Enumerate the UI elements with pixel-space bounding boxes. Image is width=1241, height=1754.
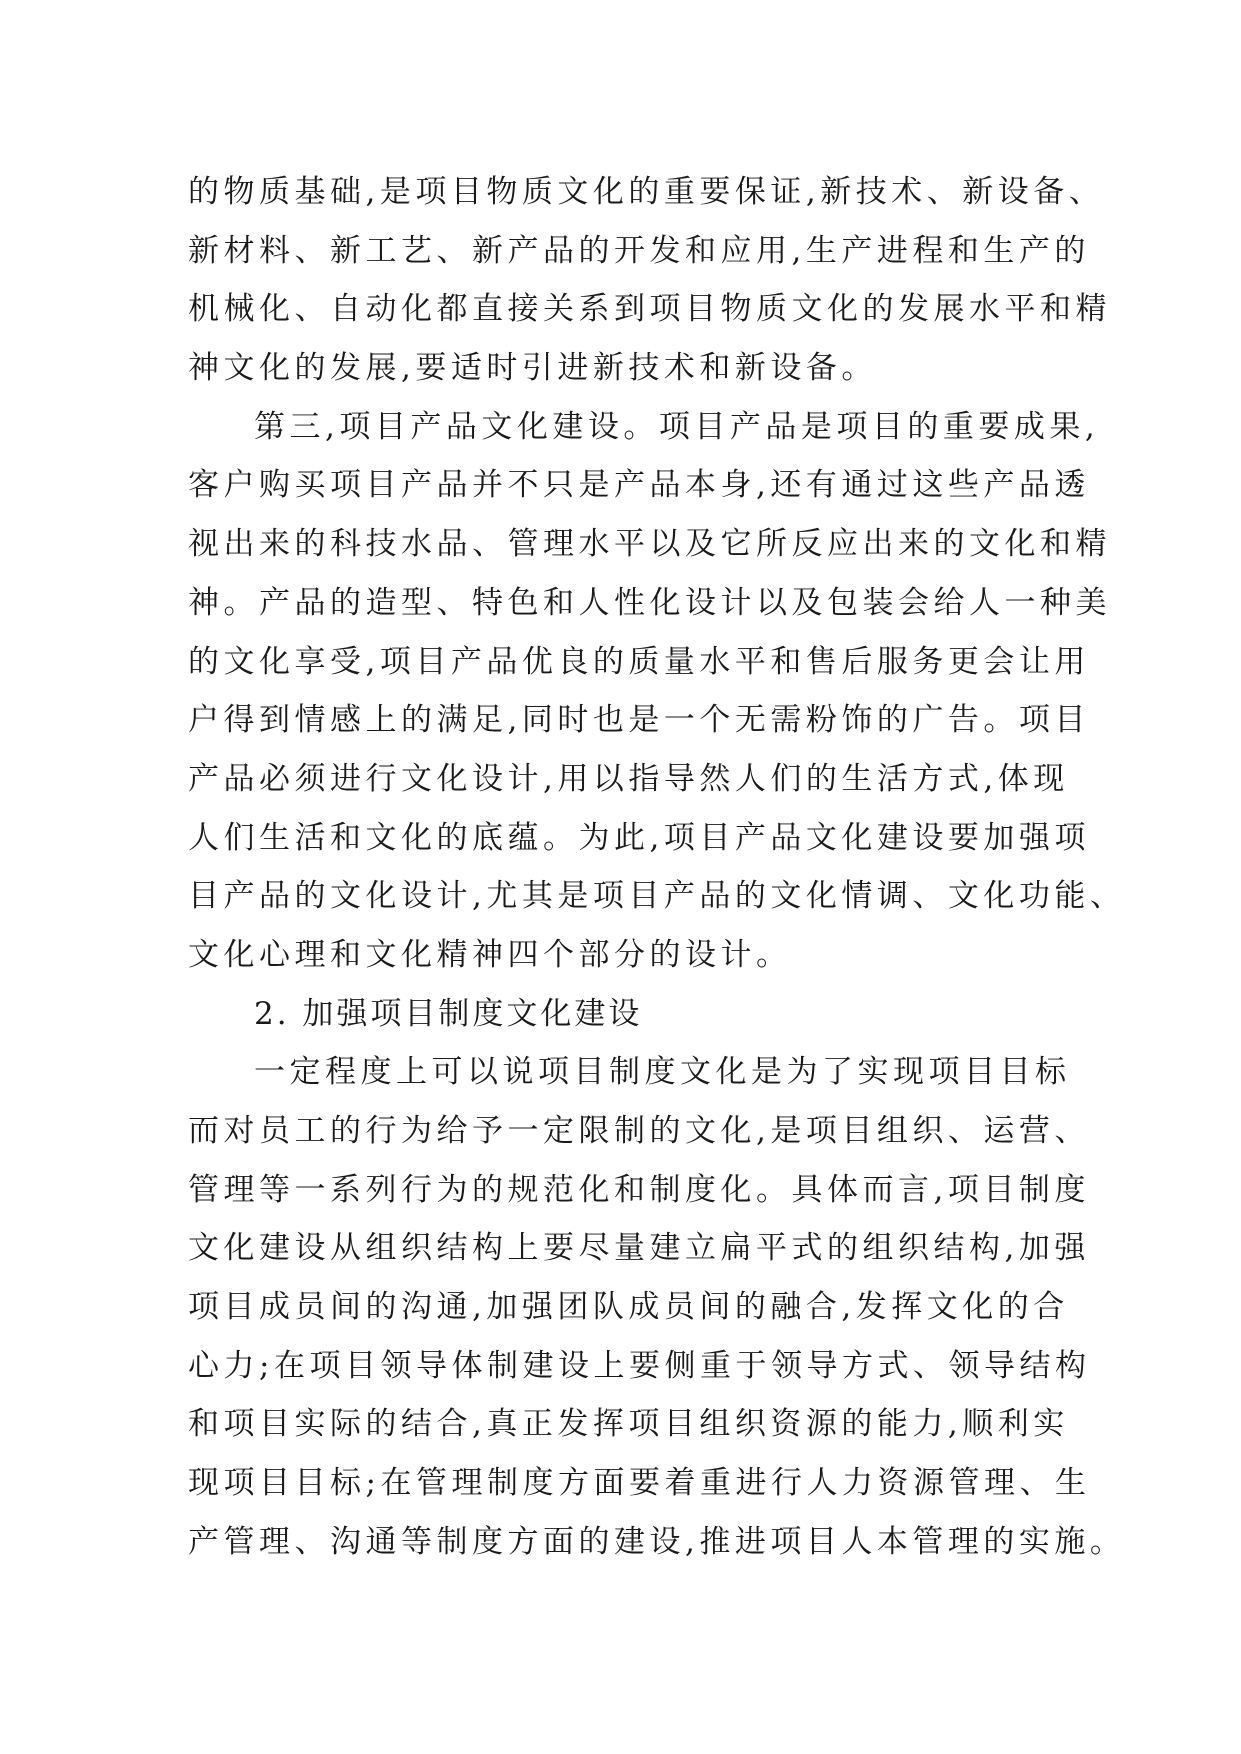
text-line: 产品必须进行文化设计,用以指导然人们的生活方式,体现 <box>188 760 1069 797</box>
text-line: 神文化的发展,要适时引进新技术和新设备。 <box>188 350 877 387</box>
paragraph-start-line: 第三,项目产品文化建设。项目产品是项目的重要成果, <box>254 408 1100 445</box>
text-line: 心力;在项目领导体制建设上要侧重于领导方式、领导结构 <box>188 1347 1091 1384</box>
text-line: 现项目目标;在管理制度方面要着重进行人力资源管理、生 <box>188 1465 1091 1502</box>
text-line: 而对员工的行为给予一定限制的文化,是项目组织、运营、 <box>188 1113 1090 1149</box>
text-line: 文化建设从组织结构上要尽量建立扁平式的组织结构,加强 <box>188 1230 1090 1267</box>
text-line: 文化心理和文化精神四个部分的设计。 <box>188 936 792 973</box>
text-line: 视出来的科技水品、管理水平以及它所反应出来的文化和精 <box>188 526 1111 563</box>
text-line: 项目成员间的沟通,加强团队成员间的融合,发挥文化的合 <box>188 1289 1069 1326</box>
text-line: 户得到情感上的满足,同时也是一个无需粉饰的广告。项目 <box>188 702 1090 739</box>
text-line: 客户购买项目产品并不只是产品本身,还有通过这些产品透 <box>188 467 1090 504</box>
text-line: 新材料、新工艺、新产品的开发和应用,生产进程和生产的 <box>188 232 1090 269</box>
text-line: 和项目实际的结合,真正发挥项目组织资源的能力,顺利实 <box>188 1406 1069 1443</box>
paragraph-start-line: 一定程度上可以说项目制度文化是为了实现项目目标 <box>254 1054 1071 1091</box>
text-line: 目产品的文化设计,尤其是项目产品的文化情调、文化功能、 <box>188 878 1126 915</box>
text-line: 的物质基础,是项目物质文化的重要保证,新技术、新设备、 <box>188 174 1105 210</box>
section-heading: 2. 加强项目制度文化建设 <box>254 995 643 1032</box>
document-body <box>188 163 1126 1572</box>
text-line: 人们生活和文化的底蕴。为此,项目产品文化建设要加强项 <box>188 819 1090 856</box>
text-line: 管理等一系列行为的规范化和制度化。具体而言,项目制度 <box>188 1171 1090 1208</box>
text-line: 产管理、沟通等制度方面的建设,推进项目人本管理的实施。 <box>188 1523 1126 1560</box>
text-line: 的文化享受,项目产品优良的质量水平和售后服务更会让用 <box>188 643 1090 680</box>
text-line: 机械化、自动化都直接关系到项目物质文化的发展水平和精 <box>188 291 1111 328</box>
text-line: 神。产品的造型、特色和人性化设计以及包装会给人一种美 <box>188 584 1111 621</box>
